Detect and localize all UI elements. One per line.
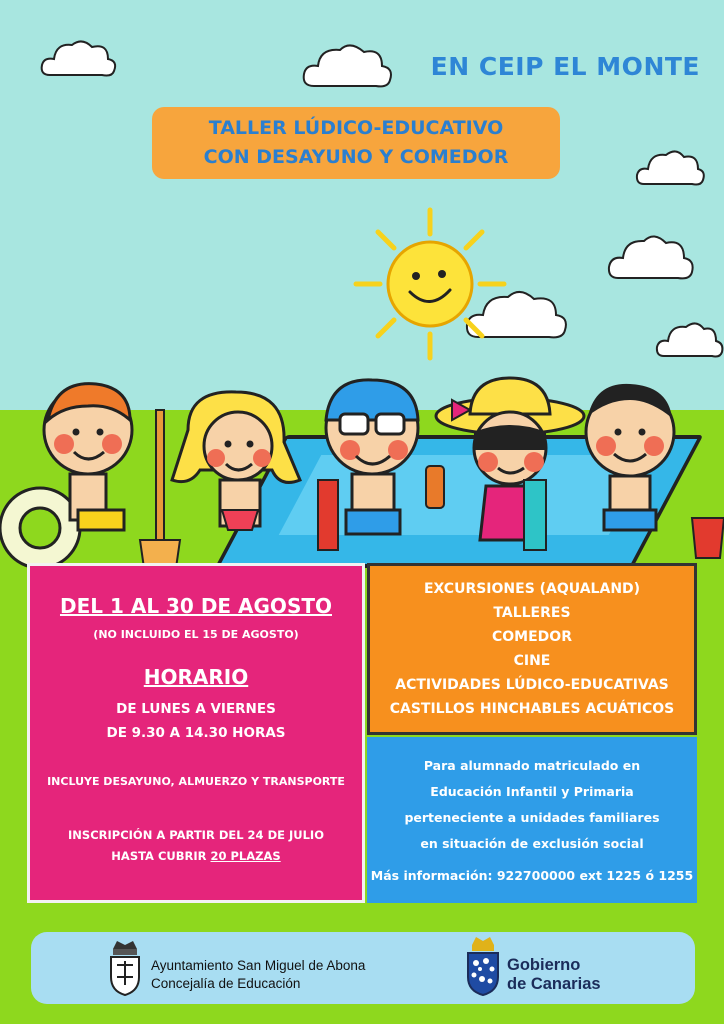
cloud-icon (606, 228, 696, 286)
eligibility-line-3: perteneciente a unidades familiares (404, 810, 660, 825)
activity-item: CASTILLOS HINCHABLES ACUÁTICOS (389, 701, 675, 717)
registration-places: 20 PLAZAS (210, 849, 281, 863)
schedule-days: DE LUNES A VIERNES (116, 701, 276, 717)
activity-item: CINE (513, 653, 551, 669)
schedule-hours: DE 9.30 A 14.30 HORAS (106, 725, 286, 741)
cloud-icon (300, 38, 396, 94)
activity-item: TALLERES (493, 605, 571, 621)
contact-info: Más información: 922700000 ext 1225 ó 1255 (370, 868, 694, 883)
sun-icon (350, 204, 510, 364)
schedule-heading: HORARIO (143, 665, 249, 689)
registration-line-2 (30, 846, 362, 866)
title-banner (152, 107, 560, 179)
cloud-icon (654, 316, 724, 364)
title-line-1: TALLER LÚDICO-EDUCATIVO (208, 117, 504, 139)
activity-item: EXCURSIONES (AQUALAND) (423, 581, 641, 597)
activities-panel (367, 563, 697, 735)
government-name (507, 956, 601, 994)
eligibility-line-2: Educación Infantil y Primaria (430, 784, 634, 799)
org-department: Concejalía de Educación (151, 976, 301, 991)
title-line-2: CON DESAYUNO Y COMEDOR (203, 146, 509, 168)
children-illustration (0, 370, 724, 570)
location-label: EN CEIP EL MONTE (430, 52, 700, 81)
cloud-icon (634, 144, 706, 192)
eligibility-line-4: en situación de exclusión social (420, 836, 644, 851)
date-range: DEL 1 AL 30 DE AGOSTO (59, 594, 332, 618)
municipal-crest-icon (107, 937, 143, 997)
registration-prefix: HASTA CUBRIR (111, 849, 211, 863)
includes-text: INCLUYE DESAYUNO, ALMUERZO Y TRANSPORTE (47, 775, 345, 788)
cloud-icon (38, 35, 118, 83)
municipal-org (151, 957, 365, 993)
government-line-1: Gobierno (507, 956, 581, 974)
date-exclusion: (NO INCLUIDO EL 15 DE AGOSTO) (93, 628, 299, 641)
eligibility-panel (367, 737, 697, 903)
activity-item: COMEDOR (492, 629, 572, 645)
org-name: Ayuntamiento San Miguel de Abona (151, 958, 366, 973)
schedule-panel (27, 563, 365, 903)
activity-item: ACTIVIDADES LÚDICO-EDUCATIVAS (395, 677, 669, 693)
government-line-2: de Canarias (507, 975, 601, 993)
float-ring-icon (0, 488, 80, 568)
canary-islands-emblem-icon (464, 935, 502, 997)
eligibility-line-1: Para alumnado matriculado en (423, 758, 641, 773)
registration-line-1: INSCRIPCIÓN A PARTIR DEL 24 DE JULIO (68, 828, 324, 842)
